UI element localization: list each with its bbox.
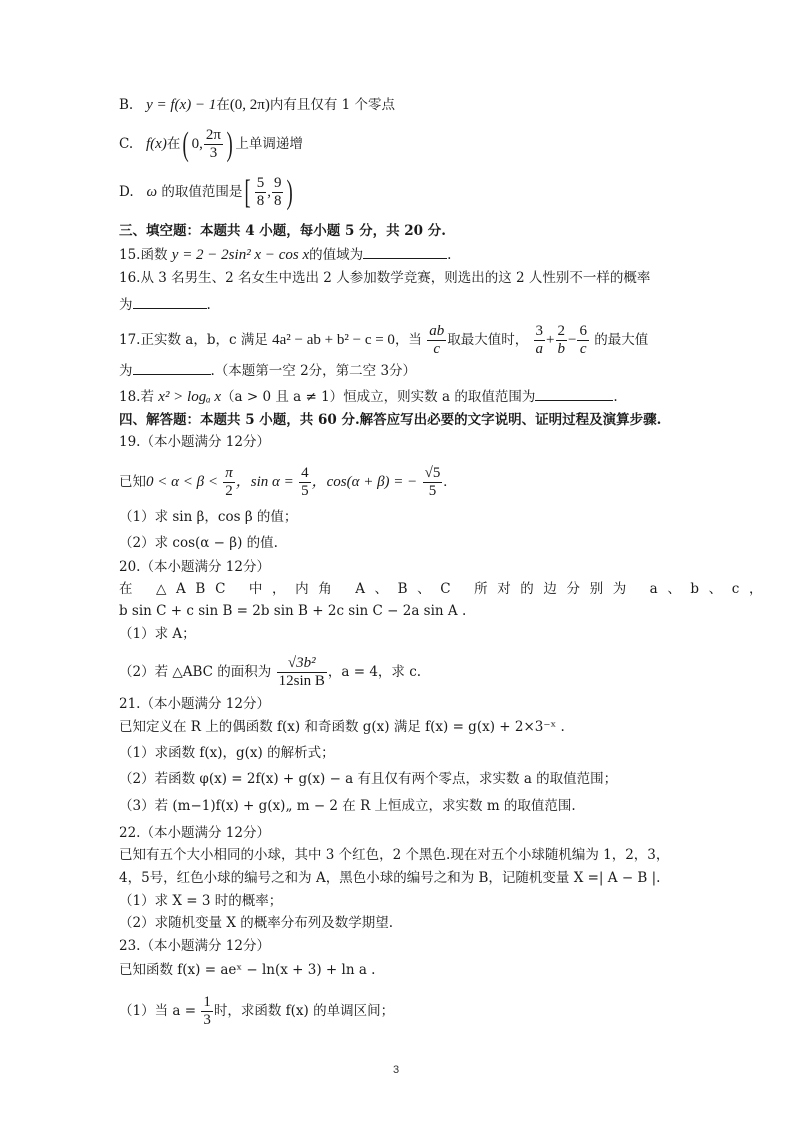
answer-blank[interactable] [535, 386, 613, 401]
denominator: c [433, 341, 441, 357]
option-label: D. [119, 184, 134, 200]
denominator: 8 [256, 193, 265, 209]
fraction [223, 465, 235, 500]
question-text: .（本题第一空 2分，第二空 3分） [210, 363, 417, 379]
question-15 [119, 244, 451, 264]
question-22-part2: （2）求随机变量 X 的概率分布列及数学期望. [119, 915, 394, 931]
formula: ，cos(α + β) = − [311, 474, 418, 490]
option-text: 内有且仅有 1 个零点 [269, 97, 396, 113]
fraction [204, 127, 223, 162]
numerator: 1 [203, 994, 211, 1010]
fraction [272, 175, 284, 210]
fraction [556, 323, 568, 358]
question-20-part2 [119, 655, 421, 690]
question-text: （1）当 a = [119, 1003, 197, 1019]
question-18 [119, 386, 618, 406]
numerator: π [225, 465, 233, 481]
question-23-line1: 已知函数 f(x) = aeˣ − ln(x + 3) + ln a . [119, 962, 376, 978]
question-17-line1: 17.正实数 a，b，c 满足 4a² − ab + b² − c = 0，当 $\frac{ab}{c}$ 取最大值时， $\frac{3}{a}$ + $\frac{2}{b}$ − $\frac{6}{c}$ 的最大值 [119, 323, 649, 357]
question-text: 已知 [119, 474, 146, 490]
answer-blank[interactable] [133, 360, 211, 375]
question-text: 正实数 a，b，c 满足 [140, 332, 268, 348]
question-text: 若 [140, 389, 154, 405]
question-22-line1: 已知有五个大小相同的小球，其中 3 个红色，2 个黑色.现在对五个小球随机编为 1，2，3， [119, 847, 670, 863]
question-19-given [119, 465, 447, 500]
fraction [299, 465, 311, 500]
question-19-part1: （1）求 sin β，cos β 的值； [119, 509, 298, 525]
punctuation: . [443, 474, 448, 490]
numerator: ab [429, 323, 445, 339]
denominator: 5 [301, 483, 309, 499]
fraction [255, 175, 267, 210]
formula: 4a² − ab + b² − c = 0 [272, 332, 395, 348]
question-21-line1: 已知定义在 R 上的偶函数 f(x) 和奇函数 g(x) 满足 f(x) = g(x) + 2×3⁻ˣ . [119, 719, 565, 735]
formula: y = 2 − 2sin² x − cos x [171, 247, 310, 263]
question-text: 时，求函数 f(x) 的单调区间； [213, 1003, 395, 1019]
interval-lower: 0, [191, 136, 203, 152]
denominator: c [579, 341, 587, 357]
question-16-line2 [119, 294, 211, 314]
question-20-line1: 在 △ABC 中，内角 A、B、C 所对的边分别为 a、b、c， [119, 581, 773, 597]
numerator: √3b² [277, 655, 327, 673]
numerator: 2π [205, 127, 221, 143]
formula: 0 < α < β < [146, 474, 218, 490]
denominator: 3 [203, 1012, 211, 1028]
right-paren: ) [226, 125, 233, 163]
fraction [423, 465, 443, 500]
section-heading-solutions: 四、解答题：本题共 5 小题，共 60 分.解答应写出必要的文字说明、证明过程及演算步骤. [119, 412, 662, 428]
question-20-part1: （1）求 A； [119, 626, 196, 642]
question-number: 17. [119, 332, 141, 348]
question-text: 为 [119, 363, 133, 379]
question-23-header: 23.（本小题满分 12分） [119, 938, 270, 954]
option-label: C. [119, 136, 134, 152]
question-number: 15. [119, 247, 141, 263]
answer-blank[interactable] [363, 244, 447, 259]
numerator: √5 [424, 465, 441, 481]
condition-text: （a > 0 且 a ≠ 1） [221, 389, 344, 405]
omega-symbol: ω [146, 184, 158, 200]
formula: ，sin α = [235, 474, 294, 490]
answer-blank[interactable] [133, 294, 207, 309]
question-text: 为 [119, 297, 133, 313]
question-text: ，当 [394, 332, 422, 348]
denominator: 8 [273, 193, 282, 209]
question-text: ，a = 4，求 c. [327, 664, 422, 680]
numerator: 6 [579, 323, 587, 339]
question-20-line2: b sin C + c sin B = 2b sin B + 2c sin C − 2a sin A . [119, 603, 467, 619]
question-16-line1: 16.从 3 名男生、2 名女生中选出 2 人参加数学竞赛，则选出的这 2 人性别不一样的概率 [119, 270, 651, 286]
question-text: 恒成立，则实数 a 的取值范围为 [343, 389, 536, 405]
question-number: 18. [119, 389, 141, 405]
question-text: 的值域为 [309, 247, 364, 263]
fraction [201, 994, 213, 1029]
option-formula: f(x) [146, 136, 167, 152]
punctuation: . [206, 297, 211, 313]
question-text: （2）若 △ABC 的面积为 [119, 664, 272, 680]
page-number: 3 [393, 1064, 400, 1076]
question-21-part1: （1）求函数 f(x)，g(x) 的解析式； [119, 745, 335, 761]
option-c [119, 127, 303, 162]
fraction [534, 323, 546, 358]
option-d: D. ω 的取值范围是[ $\frac{5}{8}$ , $\frac{9}{8}$ ) [119, 173, 294, 211]
question-23-part1 [119, 994, 394, 1029]
numerator: 4 [301, 465, 309, 481]
right-paren: ) [287, 173, 294, 211]
numerator: 2 [557, 323, 565, 339]
fraction [277, 655, 327, 690]
denominator: b [557, 341, 565, 357]
question-22-header: 22.（本小题满分 12分） [119, 825, 270, 841]
option-text: 上单调递增 [235, 136, 303, 152]
punctuation: . [447, 247, 452, 263]
denominator: 12sin B [278, 673, 325, 689]
section-heading-fill-in: 三、填空题：本题共 4 小题，每小题 5 分，共 20 分. [119, 223, 446, 239]
question-21-header: 21.（本小题满分 12分） [119, 696, 270, 712]
question-22-line2: 4，5号，红色小球的编号之和为 A，黑色小球的编号之和为 B，记随机变量 X =| A − B |. [119, 870, 661, 886]
denominator: a [535, 341, 544, 357]
formula: x² > logₐ x [158, 389, 222, 405]
left-paren: ( [182, 125, 190, 163]
left-bracket: [ [244, 173, 252, 211]
question-17-line2 [119, 360, 416, 380]
denominator: 2 [225, 483, 233, 499]
question-22-part1: （1）求 X = 3 时的概率； [119, 893, 283, 909]
fraction [427, 323, 446, 358]
numerator: 9 [273, 175, 282, 191]
option-text: 在 [166, 136, 181, 152]
question-19-header: 19.（本小题满分 12分） [119, 434, 270, 450]
denominator: 3 [209, 145, 218, 161]
question-text: 取最大值时， [447, 332, 529, 348]
option-b [119, 96, 395, 114]
denominator: 5 [428, 483, 437, 499]
option-text: 在 [216, 97, 230, 113]
question-text: 函数 [140, 247, 168, 263]
question-21-part2: （2）若函数 φ(x) = 2f(x) + g(x) − a 有且仅有两个零点，求实数 a 的取值范围； [119, 771, 618, 787]
question-20-header: 20.（本小题满分 12分） [119, 559, 270, 575]
punctuation: . [613, 389, 618, 405]
numerator: 3 [535, 323, 544, 339]
question-19-part2: （2）求 cos(α − β) 的值. [119, 535, 278, 551]
numerator: 5 [256, 175, 265, 191]
fraction [577, 323, 589, 358]
option-label: B. [119, 97, 134, 113]
question-text: 的最大值 [594, 332, 649, 348]
question-21-part3: （3）若 (m−1)f(x) + g(x)„ m − 2 在 R 上恒成立，求实数 m 的取值范围. [119, 798, 576, 814]
option-formula: y = f(x) − 1 [146, 97, 217, 113]
option-text: 的取值范围是 [157, 184, 243, 200]
option-interval: (0, 2π) [229, 97, 270, 113]
